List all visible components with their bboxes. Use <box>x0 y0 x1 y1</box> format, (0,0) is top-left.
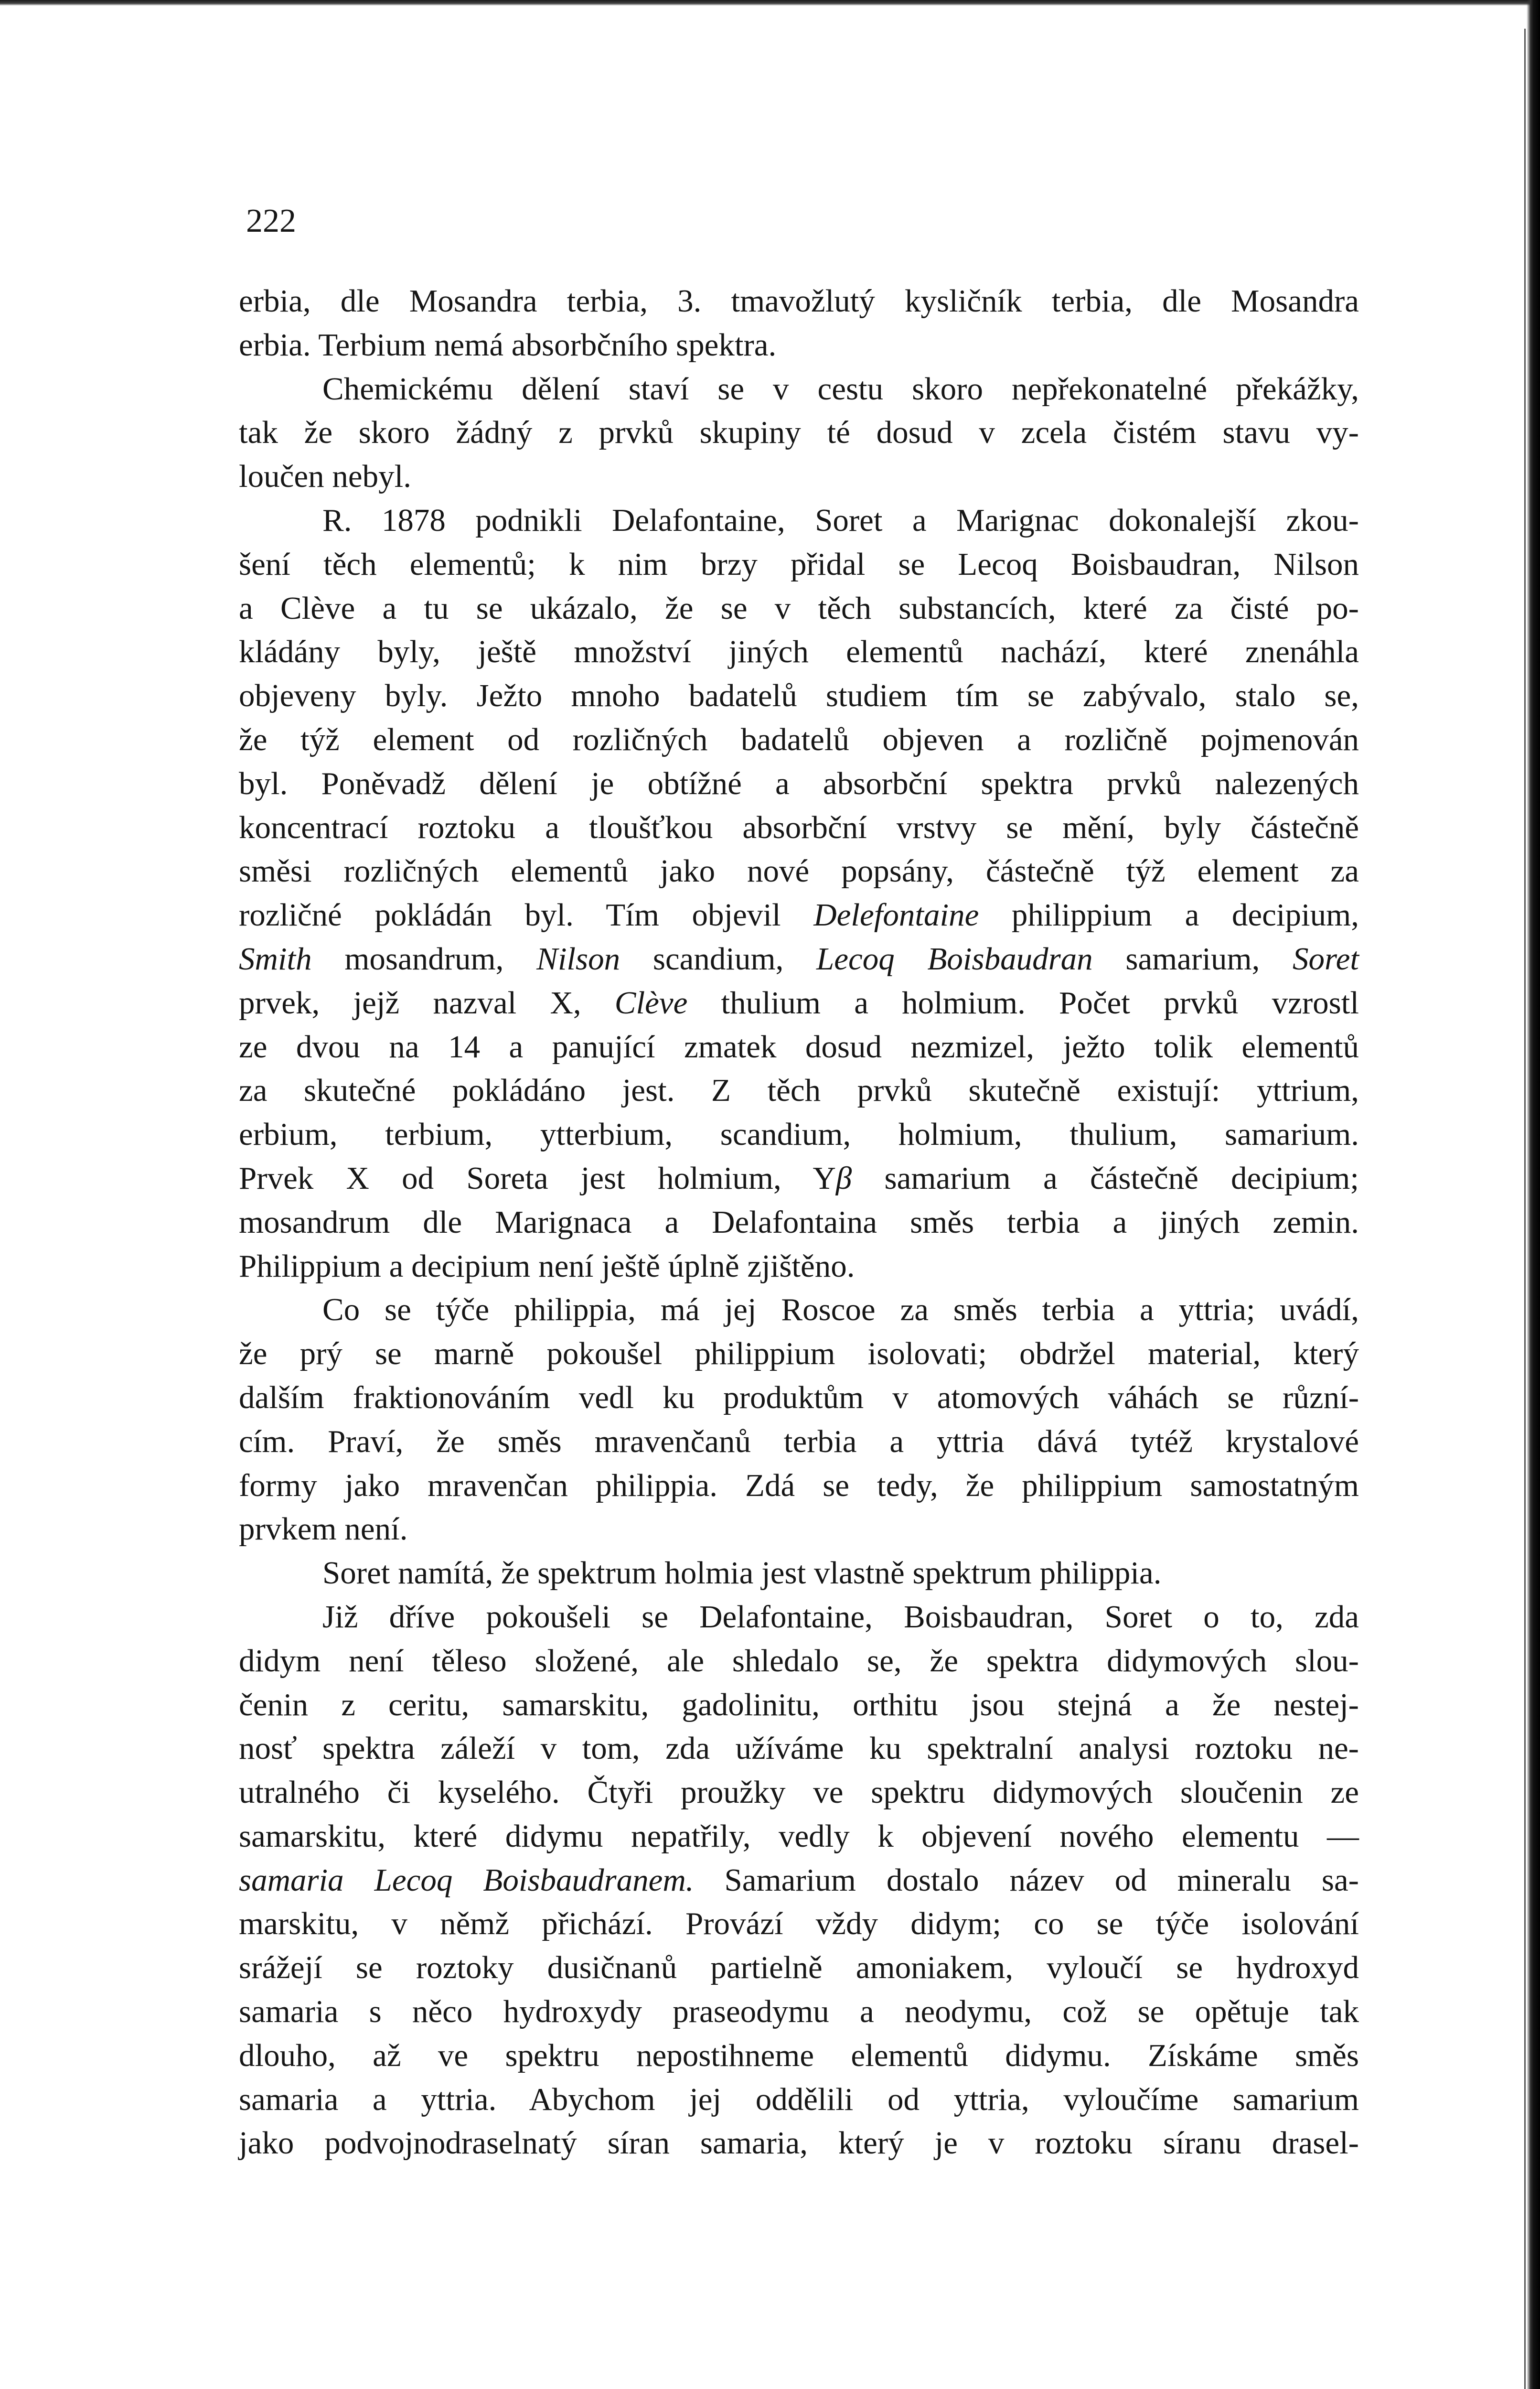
text-span: samarium, <box>1092 941 1293 977</box>
text-line <box>239 587 1359 631</box>
text-span: byl. Poněvadž dělení je obtížné a absorbční spektra prvků nalezených <box>239 765 1359 801</box>
text-span: mosandrum dle Marignaca a Delafontaina směs terbia a jiných zemin. <box>239 1204 1359 1240</box>
text-span: Prvek X od Soreta jest holmium, Y <box>239 1160 836 1196</box>
text-span: srážejí se roztoky dusičnanů partielně amoniakem, vyloučí se hydroxyd <box>239 1950 1359 1986</box>
italic-span: Delefontaine <box>813 897 979 933</box>
text-line <box>239 937 1359 981</box>
body-text <box>239 280 1359 2165</box>
text-line <box>239 1113 1359 1157</box>
text-line <box>239 1551 1359 1595</box>
text-span: samaria s něco hydroxydy praseodymu a neodymu, což se opětuje tak <box>239 1994 1359 2030</box>
text-span: a Clève a tu se ukázalo, že se v těch substancích, které za čisté po- <box>239 590 1359 626</box>
italic-span: Lecoq Boisbaudran <box>816 941 1093 977</box>
text-span: směsi rozličných elementů jako nové popsány, částečně týž element za <box>239 853 1359 889</box>
text-line <box>239 806 1359 850</box>
text-line <box>239 280 1359 323</box>
text-span: thulium a holmium. Počet prvků vzrostl <box>687 985 1359 1021</box>
text-span: mosandrum, <box>311 941 537 977</box>
text-line <box>239 1025 1359 1069</box>
text-span: samarium a částečně decipium; <box>852 1160 1359 1196</box>
text-line <box>239 1683 1359 1727</box>
italic-span: Clève <box>614 985 688 1021</box>
text-span: že týž element od rozličných badatelů objeven a rozličně pojmenován <box>239 721 1359 757</box>
text-line <box>239 1639 1359 1683</box>
text-span: tak že skoro žádný z prvků skupiny té dosud v zcela čistém stavu vy- <box>239 415 1359 451</box>
text-line <box>239 1376 1359 1420</box>
text-span: philippium a decipium, <box>979 897 1359 933</box>
text-span: erbium, terbium, ytterbium, scandium, holmium, thulium, samarium. <box>239 1117 1359 1152</box>
text-line <box>239 893 1359 937</box>
text-line <box>239 1420 1359 1464</box>
text-span: formy jako mravenčan philippia. Zdá se tedy, že philippium samostatným <box>239 1467 1359 1503</box>
text-span: prvek, jejž nazval X, <box>239 985 615 1021</box>
text-span: R. 1878 podnikli Delafontaine, Soret a Marignac dokonalejší zkou- <box>322 502 1359 538</box>
text-span: Již dříve pokoušeli se Delafontaine, Boisbaudran, Soret o to, zda <box>322 1599 1359 1635</box>
text-line <box>239 1245 1359 1289</box>
text-line <box>239 1464 1359 1508</box>
italic-span: Nilson <box>536 941 620 977</box>
text-span: samaria a yttria. Abychom jej oddělili od yttria, vyloučíme samarium <box>239 2081 1359 2117</box>
text-line <box>239 1815 1359 1859</box>
text-span: jako podvojnodraselnatý síran samaria, který je v roztoku síranu drasel- <box>239 2125 1359 2161</box>
text-line <box>239 718 1359 762</box>
text-line <box>239 1859 1359 1903</box>
text-span: Chemickému dělení staví se v cestu skoro nepřekonatelné překážky, <box>322 371 1359 407</box>
scan-right-edge <box>1527 0 1540 2389</box>
text-line <box>239 2078 1359 2122</box>
text-span: Philippium a decipium není ještě úplně zjištěno. <box>239 1248 855 1284</box>
text-line <box>239 323 1359 367</box>
text-span: Samarium dostalo název od mineralu sa- <box>694 1862 1359 1898</box>
text-line <box>239 1727 1359 1771</box>
text-span: Co se týče philippia, má jej Roscoe za směs terbia a yttria; uvádí, <box>322 1292 1359 1328</box>
text-span: dalším fraktionováním vedl ku produktům v atomových váhách se různí- <box>239 1379 1359 1415</box>
italic-span: Smith <box>239 941 312 977</box>
text-line <box>239 630 1359 674</box>
text-span: prvkem není. <box>239 1511 408 1547</box>
text-line <box>239 1288 1359 1332</box>
text-span: didym není těleso složené, ale shledalo se, že spektra didymových slou- <box>239 1643 1359 1679</box>
text-line <box>239 674 1359 718</box>
text-line <box>239 411 1359 455</box>
text-span: že prý se marně pokoušel philippium isolovati; obdržel material, který <box>239 1336 1359 1372</box>
text-line <box>239 1507 1359 1551</box>
text-span: koncentrací roztoku a tloušťkou absorbční vrstvy se mění, byly částečně <box>239 809 1359 845</box>
text-span: za skutečné pokládáno jest. Z těch prvků skutečně existují: yttrium, <box>239 1073 1359 1108</box>
text-span: objeveny byly. Ježto mnoho badatelů studiem tím se zabývalo, stalo se, <box>239 678 1359 714</box>
text-line <box>239 543 1359 587</box>
text-line <box>239 1946 1359 1990</box>
text-span: scandium, <box>620 941 817 977</box>
text-line <box>239 2034 1359 2078</box>
text-span: cím. Praví, že směs mravenčanů terbia a yttria dává tytéž krystalové <box>239 1423 1359 1459</box>
text-line <box>239 2121 1359 2165</box>
text-span: utralného či kyselého. Čtyři proužky ve spektru didymových sloučenin ze <box>239 1775 1359 1810</box>
text-span: nosť spektra záleží v tom, zda užíváme ku spektralní analysi roztoku ne- <box>239 1731 1359 1766</box>
text-line <box>239 1902 1359 1946</box>
text-line <box>239 762 1359 806</box>
text-line <box>239 1771 1359 1815</box>
text-span: čenin z ceritu, samarskitu, gadolinitu, orthitu jsou stejná a že nestej- <box>239 1687 1359 1722</box>
text-span: erbia, dle Mosandra terbia, 3. tmavožlutý kysličník terbia, dle Mosandra <box>239 283 1359 319</box>
text-line <box>239 499 1359 543</box>
text-span: kládány byly, ještě množství jiných elementů nachází, které znenáhla <box>239 634 1359 670</box>
italic-span: samaria Lecoq Boisbaudranem. <box>239 1862 694 1898</box>
text-span: šení těch elementů; k nim brzy přidal se Lecoq Boisbaudran, Nilson <box>239 546 1359 582</box>
text-span: marskitu, v němž přichází. Provází vždy didym; co se týče isolování <box>239 1906 1359 1942</box>
text-line <box>239 455 1359 499</box>
scan-top-edge <box>0 0 1540 6</box>
text-line <box>239 1069 1359 1113</box>
text-line <box>239 1595 1359 1639</box>
text-line <box>239 1332 1359 1376</box>
text-line <box>239 850 1359 893</box>
text-span: ze dvou na 14 a panující zmatek dosud nezmizel, ježto tolik elementů <box>239 1029 1359 1065</box>
scan-border-line <box>1524 29 1526 2389</box>
text-span: erbia. Terbium nemá absorbčního spektra. <box>239 327 777 363</box>
text-span: dlouho, až ve spektru nepostihneme elementů didymu. Získáme směs <box>239 2037 1359 2073</box>
text-span: samarskitu, které didymu nepatřily, vedly k objevení nového elementu — <box>239 1818 1359 1854</box>
text-line <box>239 1990 1359 2034</box>
text-line <box>239 1157 1359 1201</box>
page-number: 222 <box>246 203 296 239</box>
text-span: loučen nebyl. <box>239 459 411 495</box>
text-line <box>239 1201 1359 1245</box>
text-line <box>239 981 1359 1025</box>
text-span: Soret namítá, že spektrum holmia jest vlastně spektrum philippia. <box>322 1555 1162 1591</box>
italic-span: β <box>835 1160 852 1196</box>
text-span: rozličné pokládán byl. Tím objevil <box>239 897 814 933</box>
italic-span: Soret <box>1293 941 1359 977</box>
text-line <box>239 367 1359 411</box>
